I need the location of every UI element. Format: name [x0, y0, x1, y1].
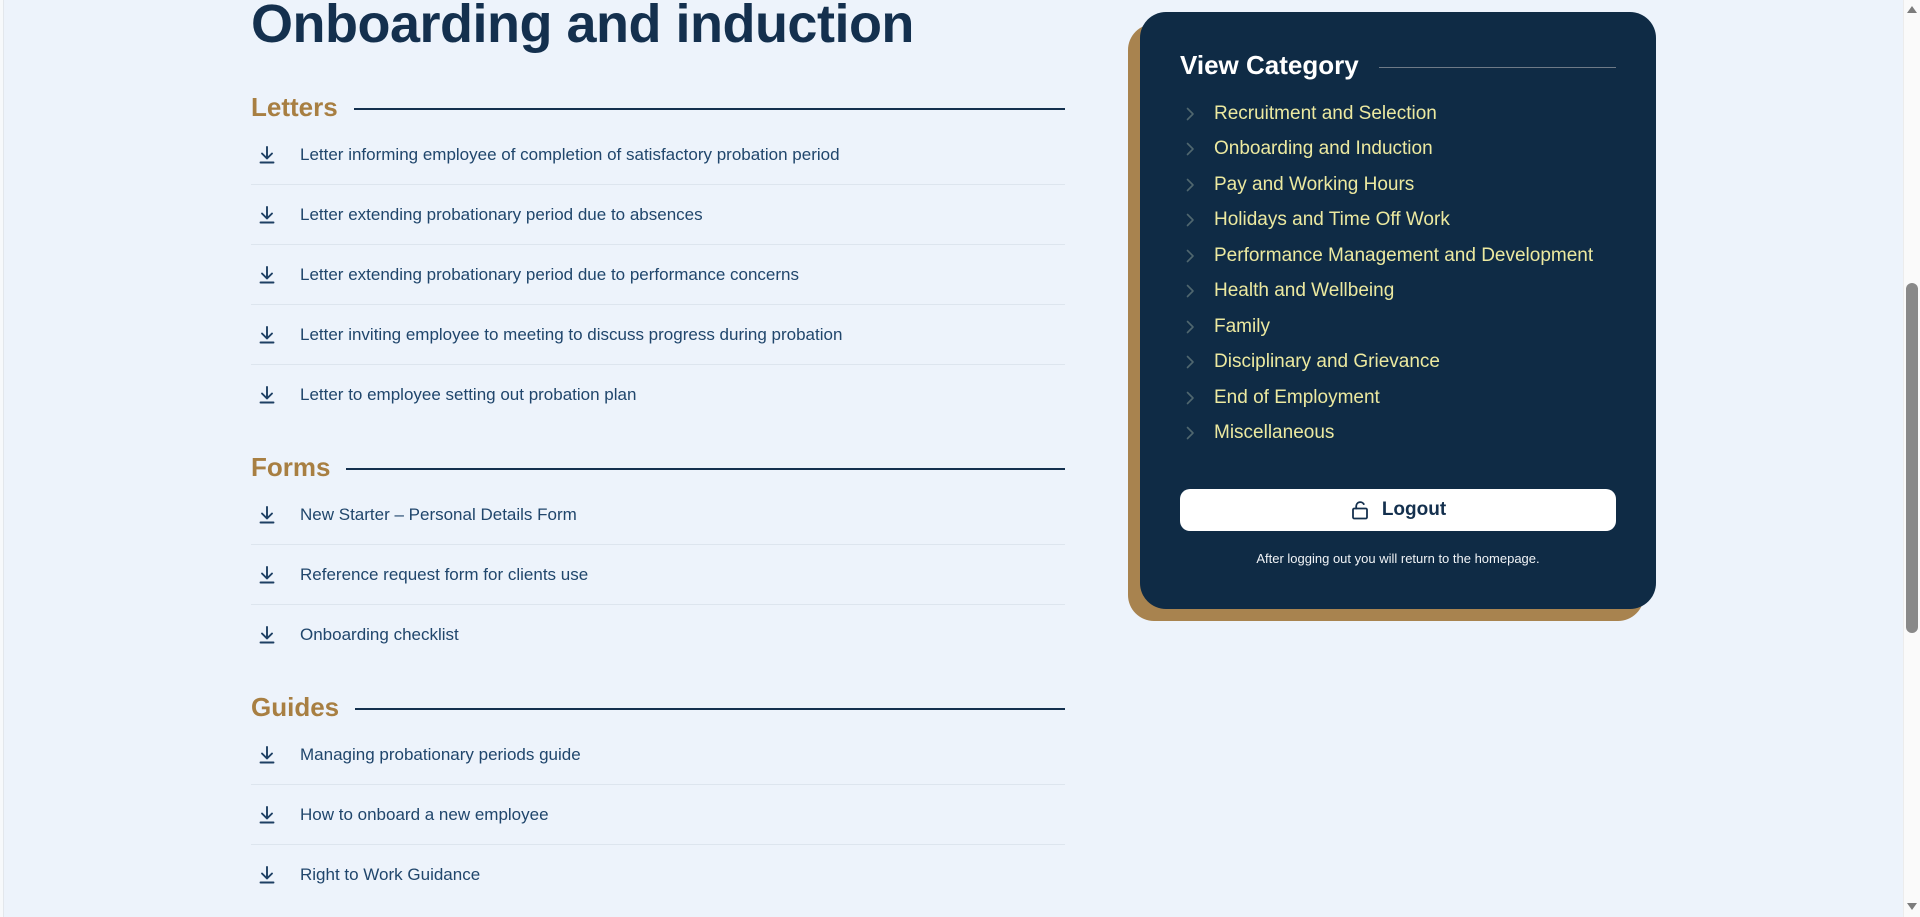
chevron-right-icon [1180, 388, 1200, 408]
category-panel [1140, 12, 1656, 609]
download-item[interactable] [251, 845, 1065, 905]
category-link-label: Recruitment and Selection [1214, 102, 1437, 124]
chevron-right-icon [1180, 246, 1200, 266]
download-icon [255, 623, 279, 647]
category-link[interactable] [1180, 380, 1616, 416]
download-icon [255, 863, 279, 887]
category-link[interactable] [1180, 416, 1616, 452]
download-item-label: How to onboard a new employee [300, 804, 549, 824]
window-left-edge [0, 0, 4, 917]
section-heading-row [251, 453, 1065, 481]
logout-note: After logging out you will return to the homepage. [1256, 551, 1540, 566]
category-link[interactable] [1180, 274, 1616, 310]
category-panel-heading-row [1180, 48, 1616, 82]
download-item[interactable] [251, 185, 1065, 245]
download-item[interactable] [251, 125, 1065, 185]
download-item-label: New Starter – Personal Details Form [300, 504, 577, 524]
category-link[interactable] [1180, 238, 1616, 274]
category-link-label: Family [1214, 315, 1270, 337]
section-divider [346, 468, 1065, 470]
scrollbar-up-arrow-icon[interactable] [1907, 6, 1917, 13]
category-link-label: Miscellaneous [1214, 422, 1335, 444]
chevron-right-icon [1180, 352, 1200, 372]
chevron-right-icon [1180, 175, 1200, 195]
section-divider [354, 108, 1065, 110]
download-item[interactable] [251, 305, 1065, 365]
download-item[interactable] [251, 545, 1065, 605]
download-item-label: Letter extending probationary period due to performance concerns [300, 264, 799, 284]
section-heading-row [251, 693, 1065, 721]
section-heading-label: Forms [251, 451, 331, 482]
category-link-label: Health and Wellbeing [1214, 280, 1395, 302]
download-item-label: Letter informing employee of completion of satisfactory probation period [300, 144, 840, 164]
download-icon [255, 203, 279, 227]
download-icon [255, 803, 279, 827]
download-item-label: Right to Work Guidance [300, 865, 481, 884]
chevron-right-icon [1180, 139, 1200, 159]
section-guides [251, 693, 1065, 905]
category-link[interactable] [1180, 96, 1616, 132]
download-item-label: Letter to employee setting out probation plan [300, 385, 637, 404]
document-list [251, 0, 1065, 905]
download-item-label: Letter extending probationary period due to absences [300, 204, 703, 224]
download-icon [255, 563, 279, 587]
section-forms [251, 453, 1065, 665]
download-icon [255, 743, 279, 767]
download-item[interactable] [251, 245, 1065, 305]
download-item[interactable] [251, 605, 1065, 665]
chevron-right-icon [1180, 210, 1200, 230]
chevron-right-icon [1180, 281, 1200, 301]
download-item-label: Letter inviting employee to meeting to discuss progress during probation [300, 324, 843, 344]
chevron-right-icon [1180, 104, 1200, 124]
chevron-right-icon [1180, 317, 1200, 337]
category-link[interactable] [1180, 167, 1616, 203]
category-link-label: Disciplinary and Grievance [1214, 351, 1440, 373]
download-item[interactable] [251, 725, 1065, 785]
category-link-label: Holidays and Time Off Work [1214, 209, 1450, 231]
download-item[interactable] [251, 365, 1065, 425]
unlock-icon [1350, 499, 1370, 521]
scrollbar[interactable] [1903, 0, 1920, 917]
category-link-label: Performance Management and Development [1214, 244, 1594, 266]
category-link[interactable] [1180, 345, 1616, 381]
download-item[interactable] [251, 485, 1065, 545]
section-heading-label: Letters [251, 91, 338, 122]
download-icon [255, 383, 279, 407]
download-icon [255, 143, 279, 167]
category-link-label: Onboarding and Induction [1214, 138, 1433, 160]
download-item[interactable] [251, 785, 1065, 845]
section-heading-row [251, 93, 1065, 121]
download-icon [255, 263, 279, 287]
scrollbar-thumb[interactable] [1906, 283, 1918, 633]
section-divider [355, 708, 1065, 710]
logout-button-label: Logout [1381, 499, 1447, 520]
download-item-label: Onboarding checklist [300, 625, 459, 644]
page-title: Onboarding and induction [251, 0, 914, 54]
category-link[interactable] [1180, 132, 1616, 168]
download-item-label: Managing probationary periods guide [300, 744, 581, 764]
category-link[interactable] [1180, 203, 1616, 239]
scrollbar-down-arrow-icon[interactable] [1907, 903, 1917, 910]
category-link-label: Pay and Working Hours [1214, 173, 1415, 195]
section-letters [251, 93, 1065, 425]
category-link[interactable] [1180, 309, 1616, 345]
download-icon [255, 323, 279, 347]
logout-button[interactable] [1180, 489, 1616, 531]
category-panel-card [1140, 12, 1656, 609]
download-icon [255, 503, 279, 527]
section-heading-label: Guides [251, 691, 340, 722]
category-link-label: End of Employment [1214, 386, 1380, 408]
category-panel-title: View Category [1180, 49, 1359, 80]
category-panel-divider [1379, 67, 1616, 68]
category-list [1180, 96, 1616, 451]
download-item-label: Reference request form for clients use [300, 564, 589, 584]
chevron-right-icon [1180, 423, 1200, 443]
